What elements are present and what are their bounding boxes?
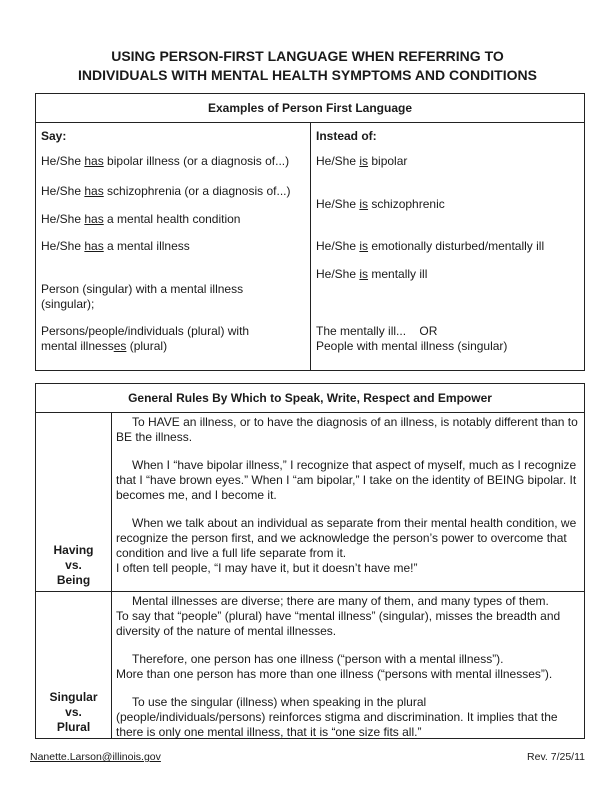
revision-date: Rev. 7/25/11 xyxy=(527,751,585,763)
say-item: Persons/people/individuals (plural) with mental illnesses (plural) xyxy=(41,324,250,353)
instead-item: He/She is emotionally disturbed/mentally ill xyxy=(316,239,545,253)
title-line-2: INDIVIDUALS WITH MENTAL HEALTH SYMPTOMS AND CONDITIONS xyxy=(78,67,537,83)
contact-email-link[interactable]: Nanette.Larson@illinois.gov xyxy=(30,751,161,763)
instead-item: The mentally ill... OR People with mental illness (singular) xyxy=(316,324,508,353)
instead-header: Instead of: xyxy=(316,129,377,143)
having-vs-being-row xyxy=(36,412,584,592)
say-column xyxy=(36,122,311,370)
document-title xyxy=(20,47,595,85)
instead-column xyxy=(311,122,584,370)
examples-heading: Examples of Person First Language xyxy=(36,94,584,123)
say-item: Person (singular) with a mental illness (singular); xyxy=(41,282,244,311)
examples-table xyxy=(35,93,585,371)
column-divider xyxy=(111,591,112,738)
say-item: He/She has a mental illness xyxy=(41,239,190,253)
say-item: He/She has a mental health condition xyxy=(41,212,241,226)
instead-item: He/She is bipolar xyxy=(316,154,408,168)
having-vs-being-text: To HAVE an illness, or to have the diagnosis of an illness, is notably different than to BE the illness. When I “have bipolar illness,” I recognize that aspect of myself, much as I recognize that I “have brown eyes.” When I “am bipolar,” I take on the identity of BEING bipolar. It becomes me, and I become it. When we talk about an individual as separate from their mental health condition, we recognize the person first, and we acknowledge the person’s power to overcome that condition and live a full life separate from it. I often tell people, “I may have it, but it doesn’t have me!” xyxy=(116,415,578,575)
instead-item: He/She is schizophrenic xyxy=(316,197,445,211)
say-item: He/She has schizophrenia (or a diagnosis of...) xyxy=(41,184,291,198)
column-divider xyxy=(111,412,112,591)
say-item: He/She has bipolar illness (or a diagnosis of...) xyxy=(41,154,290,168)
say-header: Say: xyxy=(41,129,67,143)
singular-vs-plural-text: Mental illnesses are diverse; there are many of them, and many types of them. To say that “people” (plural) have “mental illness” (singular), misses the breadth and diversity of the nature of mental illnesses. Therefore, one person has one illness (“person with a mental illness”). More than one person has more than one illness (“persons with mental illnesses”). To use the singular (illness) when speaking in the plural (people/individuals/persons) reinforces stigma and discrimination. It implies that the there is only one mental illness, that it is “one size fits all.” xyxy=(116,594,561,739)
singular-vs-plural-label: Singular vs. Plural xyxy=(49,690,98,734)
instead-item: He/She is mentally ill xyxy=(316,267,428,281)
rules-heading: General Rules By Which to Speak, Write, Respect and Empower xyxy=(36,384,584,413)
rules-table xyxy=(35,383,585,739)
having-vs-being-label: Having vs. Being xyxy=(53,543,94,587)
title-line-1: USING PERSON-FIRST LANGUAGE WHEN REFERRING TO xyxy=(111,48,504,64)
singular-vs-plural-row xyxy=(36,591,584,738)
